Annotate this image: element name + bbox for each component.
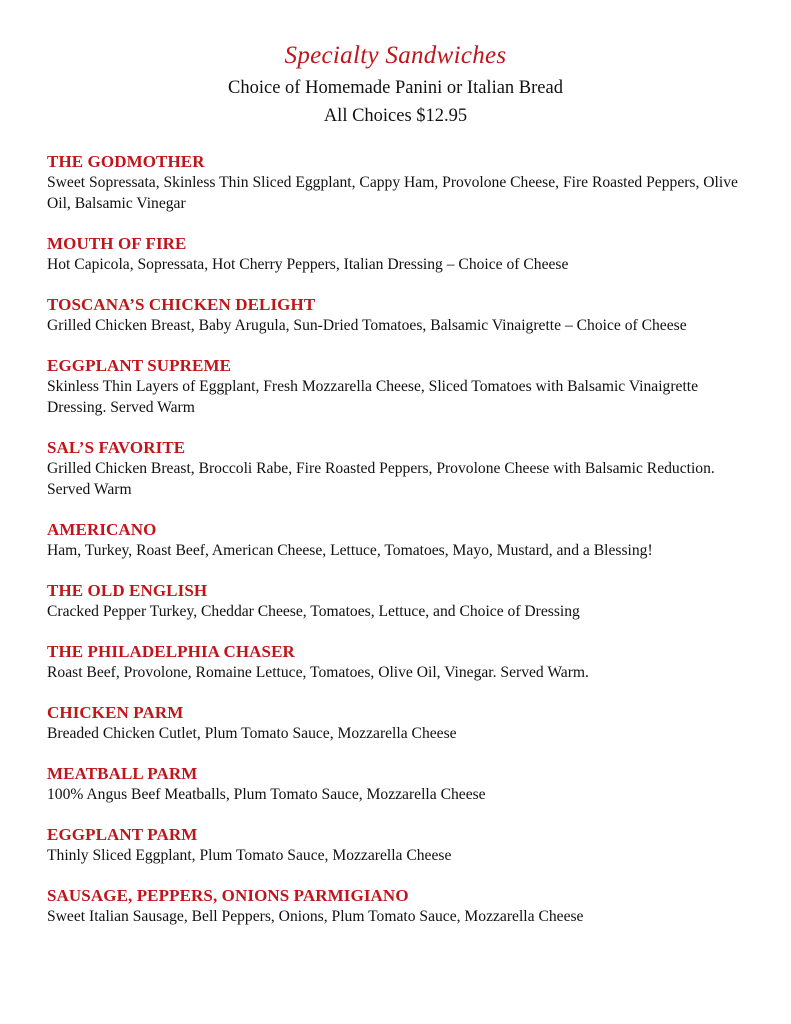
bread-choice-subtitle: Choice of Homemade Panini or Italian Bread [228,78,563,98]
menu-item-description: Hot Capicola, Sopressata, Hot Cherry Peppers, Italian Dressing – Choice of Cheese [47,256,569,273]
sandwich-list [47,151,747,946]
menu-item-description: Sweet Italian Sausage, Bell Peppers, Onions, Plum Tomato Sauce, Mozzarella Cheese [47,908,584,925]
menu-item-description: Sweet Sopressata, Skinless Thin Sliced Eggplant, Cappy Ham, Provolone Cheese, Fire Roasted Peppers, Olive Oil, Balsamic Vinegar [47,174,738,212]
menu-item [47,824,747,866]
menu-item-name: AMERICANO [47,520,157,539]
menu-item [47,294,747,336]
menu-item-name: CHICKEN PARM [47,703,184,722]
menu-item-name: MOUTH OF FIRE [47,234,187,253]
menu-item-name: EGGPLANT PARM [47,825,198,844]
menu-item-name: SAUSAGE, PEPPERS, ONIONS PARMIGIANO [47,886,409,905]
menu-item [47,519,747,561]
menu-item-name: TOSCANA’S CHICKEN DELIGHT [47,295,316,314]
menu-item-description: Ham, Turkey, Roast Beef, American Cheese, Lettuce, Tomatoes, Mayo, Mustard, and a Blessing! [47,542,653,559]
menu-item [47,580,747,622]
menu-item [47,355,747,418]
price-line: All Choices $12.95 [323,106,468,126]
menu-item-name: EGGPLANT SUPREME [47,356,232,375]
menu-item-description: 100% Angus Beef Meatballs, Plum Tomato Sauce, Mozzarella Cheese [47,786,486,803]
menu-item-description: Roast Beef, Provolone, Romaine Lettuce, Tomatoes, Olive Oil, Vinegar. Served Warm. [47,664,589,681]
menu-header [0,40,791,130]
menu-item [47,641,747,683]
menu-item [47,702,747,744]
menu-item [47,885,747,927]
menu-item-description: Grilled Chicken Breast, Baby Arugula, Sun-Dried Tomatoes, Balsamic Vinaigrette – Choice of Cheese [47,317,687,334]
page-title: Specialty Sandwiches [284,42,507,69]
menu-item-description: Thinly Sliced Eggplant, Plum Tomato Sauce, Mozzarella Cheese [47,847,452,864]
menu-item [47,437,747,500]
menu-item-name: THE GODMOTHER [47,152,205,171]
menu-item-description: Grilled Chicken Breast, Broccoli Rabe, Fire Roasted Peppers, Provolone Cheese with Balsamic Reduction. Served Warm [47,460,715,498]
menu-item-description: Skinless Thin Layers of Eggplant, Fresh Mozzarella Cheese, Sliced Tomatoes with Balsamic Vinaigrette Dressing. Served Warm [47,378,699,416]
menu-item [47,763,747,805]
menu-item-description: Breaded Chicken Cutlet, Plum Tomato Sauce, Mozzarella Cheese [47,725,457,742]
menu-item [47,233,747,275]
menu-item-name: THE PHILADELPHIA CHASER [47,642,295,661]
menu-item-name: SAL’S FAVORITE [47,438,186,457]
menu-item-name: THE OLD ENGLISH [47,581,208,600]
menu-item-name: MEATBALL PARM [47,764,198,783]
menu-item [47,151,747,214]
menu-item-description: Cracked Pepper Turkey, Cheddar Cheese, Tomatoes, Lettuce, and Choice of Dressing [47,603,580,620]
